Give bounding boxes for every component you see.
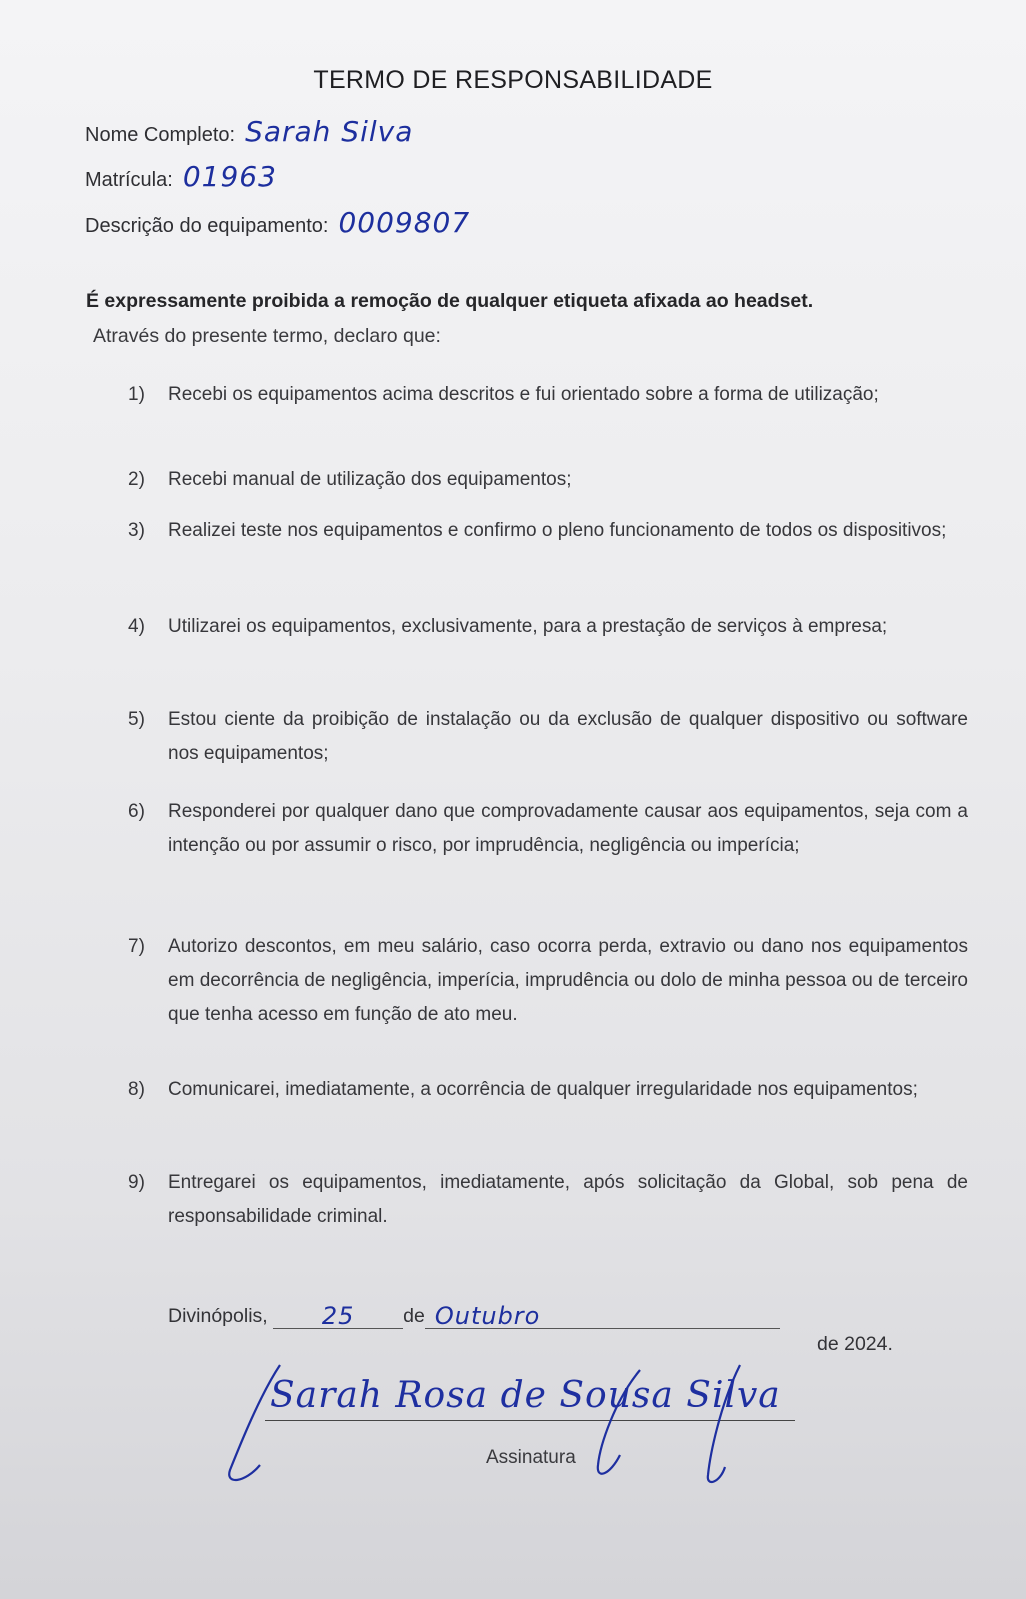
- item-number: 3): [128, 520, 145, 541]
- item-number: 1): [128, 384, 145, 405]
- list-item: [128, 463, 968, 497]
- document-title: TERMO DE RESPONSABILIDADE: [313, 66, 713, 94]
- de-label: de: [403, 1305, 425, 1327]
- item-number: 4): [128, 616, 145, 637]
- id-label: Matrícula:: [85, 169, 173, 191]
- list-item: [128, 1166, 968, 1234]
- id-handwritten-value: 01963: [182, 160, 277, 193]
- equipment-label: Descrição do equipamento:: [85, 215, 329, 237]
- list-item: [128, 795, 968, 863]
- item-number: 9): [128, 1172, 145, 1193]
- item-text: Estou ciente da proibição de instalação ou da exclusão de qualquer dispositivo ou software nos equipamentos;: [168, 709, 968, 764]
- item-number: 6): [128, 801, 145, 822]
- list-item: [128, 514, 968, 548]
- item-text: Comunicarei, imediatamente, a ocorrência de qualquer irregularidade nos equipamentos;: [168, 1079, 918, 1100]
- month-blank: [425, 1302, 780, 1330]
- list-item: [128, 1073, 968, 1107]
- day-handwritten-value: 25: [321, 1302, 355, 1330]
- list-item: [128, 378, 968, 412]
- item-number: 5): [128, 709, 145, 730]
- name-field: [85, 115, 413, 148]
- item-text: Recebi manual de utilização dos equipamentos;: [168, 469, 572, 490]
- warning-text: É expressamente proibida a remoção de qualquer etiqueta afixada ao headset.: [86, 290, 814, 312]
- id-field: [85, 160, 277, 193]
- item-text: Entregarei os equipamentos, imediatamente, após solicitação da Global, sob pena de responsabilidade criminal.: [168, 1172, 968, 1227]
- list-item: [128, 703, 968, 771]
- item-number: 7): [128, 936, 145, 957]
- list-item: [128, 610, 968, 644]
- item-number: 8): [128, 1079, 145, 1100]
- month-handwritten-value: Outubro: [434, 1302, 541, 1330]
- name-label: Nome Completo:: [85, 124, 236, 146]
- handwritten-signature: Sarah Rosa de Sousa Silva: [270, 1375, 781, 1416]
- year-label: de 2024.: [817, 1333, 893, 1355]
- city-label: Divinópolis,: [168, 1305, 268, 1327]
- item-text: Recebi os equipamentos acima descritos e fui orientado sobre a forma de utilização;: [168, 384, 879, 405]
- date-line: [168, 1302, 780, 1330]
- intro-text: Através do presente termo, declaro que:: [93, 325, 441, 347]
- item-text: Realizei teste nos equipamentos e confirmo o pleno funcionamento de todos os dispositivos;: [168, 520, 947, 541]
- equipment-field: [85, 206, 470, 239]
- item-text: Responderei por qualquer dano que comprovadamente causar aos equipamentos, seja com a intenção ou por assumir o risco, por imprudência, negligência ou imperícia;: [168, 801, 968, 856]
- day-blank: [273, 1302, 403, 1330]
- signature-label: Assinatura: [486, 1447, 576, 1468]
- item-text: Autorizo descontos, em meu salário, caso ocorra perda, extravio ou dano nos equipamentos em decorrência de negligência, imperícia, imprudência ou dolo de minha pessoa ou de terceiro que tenha acesso em função de ato meu.: [168, 936, 968, 1025]
- equipment-handwritten-value: 0009807: [338, 206, 471, 239]
- name-handwritten-value: Sarah Silva: [245, 115, 414, 148]
- list-item: [128, 930, 968, 1032]
- item-number: 2): [128, 469, 145, 490]
- item-text: Utilizarei os equipamentos, exclusivamente, para a prestação de serviços à empresa;: [168, 616, 888, 637]
